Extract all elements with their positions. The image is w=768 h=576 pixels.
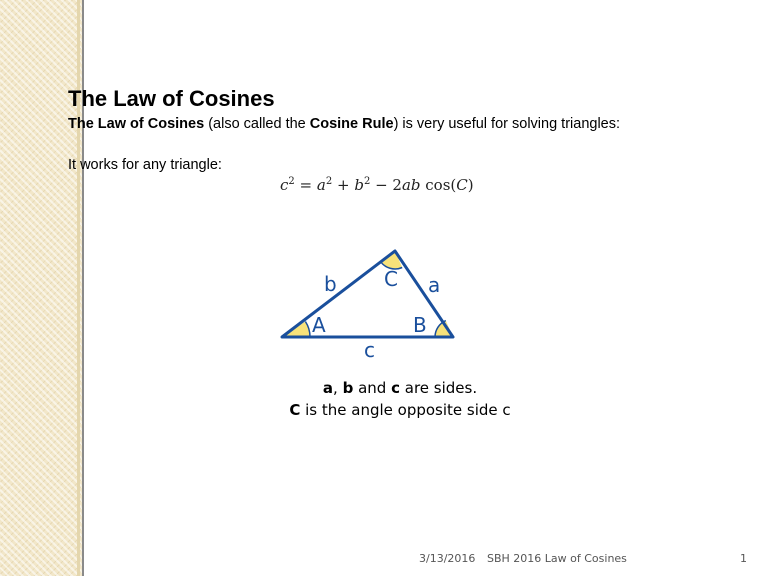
caption-angle-c: C — [289, 401, 301, 419]
caption-b: b — [342, 379, 354, 397]
caption-angle-rest: is the angle opposite side c — [300, 401, 511, 419]
formula-plus: + — [332, 176, 355, 194]
footer-page-number: 1 — [740, 552, 747, 565]
formula-ab: ab — [401, 176, 421, 194]
caption-c: c — [391, 379, 400, 397]
intro-bold-rule: Cosine Rule — [309, 116, 394, 132]
slide-title: The Law of Cosines — [68, 86, 275, 111]
formula-cos: cos( — [420, 176, 457, 194]
intro-bold-law: The Law of Cosines — [68, 116, 205, 132]
formula-minus: − 2 — [370, 176, 402, 194]
caption-sides — [230, 379, 570, 397]
triangle-diagram — [270, 240, 470, 365]
formula-c: c — [280, 176, 289, 194]
caption-sides-rest: are sides. — [399, 379, 478, 397]
formula-b: b — [354, 176, 364, 194]
angle-c-label: C — [384, 267, 398, 291]
works-text: It works for any triangle: — [68, 157, 222, 173]
formula-eq: = — [294, 176, 317, 194]
caption-and: and — [353, 379, 392, 397]
caption-angle — [230, 401, 570, 419]
intro-part1: (also called the — [204, 116, 310, 132]
formula-exp-c: 2 — [288, 176, 295, 187]
caption-a: a — [322, 379, 334, 397]
formula-exp-b: 2 — [363, 176, 371, 187]
intro-text — [68, 116, 620, 132]
formula-a: a — [316, 176, 326, 194]
caption-comma: , — [333, 379, 343, 397]
footer-date: 3/13/2016 — [419, 552, 476, 565]
formula-exp-a: 2 — [325, 176, 333, 187]
side-c-label: c — [364, 338, 375, 362]
formula-close: ) — [467, 176, 474, 194]
intro-part2: ) is very useful for solving triangles: — [393, 116, 621, 132]
angle-a-label: A — [312, 313, 326, 337]
footer-title: SBH 2016 Law of Cosines — [487, 552, 627, 565]
formula-angle-c: C — [456, 176, 468, 194]
angle-b-label: B — [413, 313, 427, 337]
cosine-formula — [280, 176, 474, 194]
side-b-label: b — [324, 272, 337, 296]
side-a-label: a — [428, 273, 441, 297]
